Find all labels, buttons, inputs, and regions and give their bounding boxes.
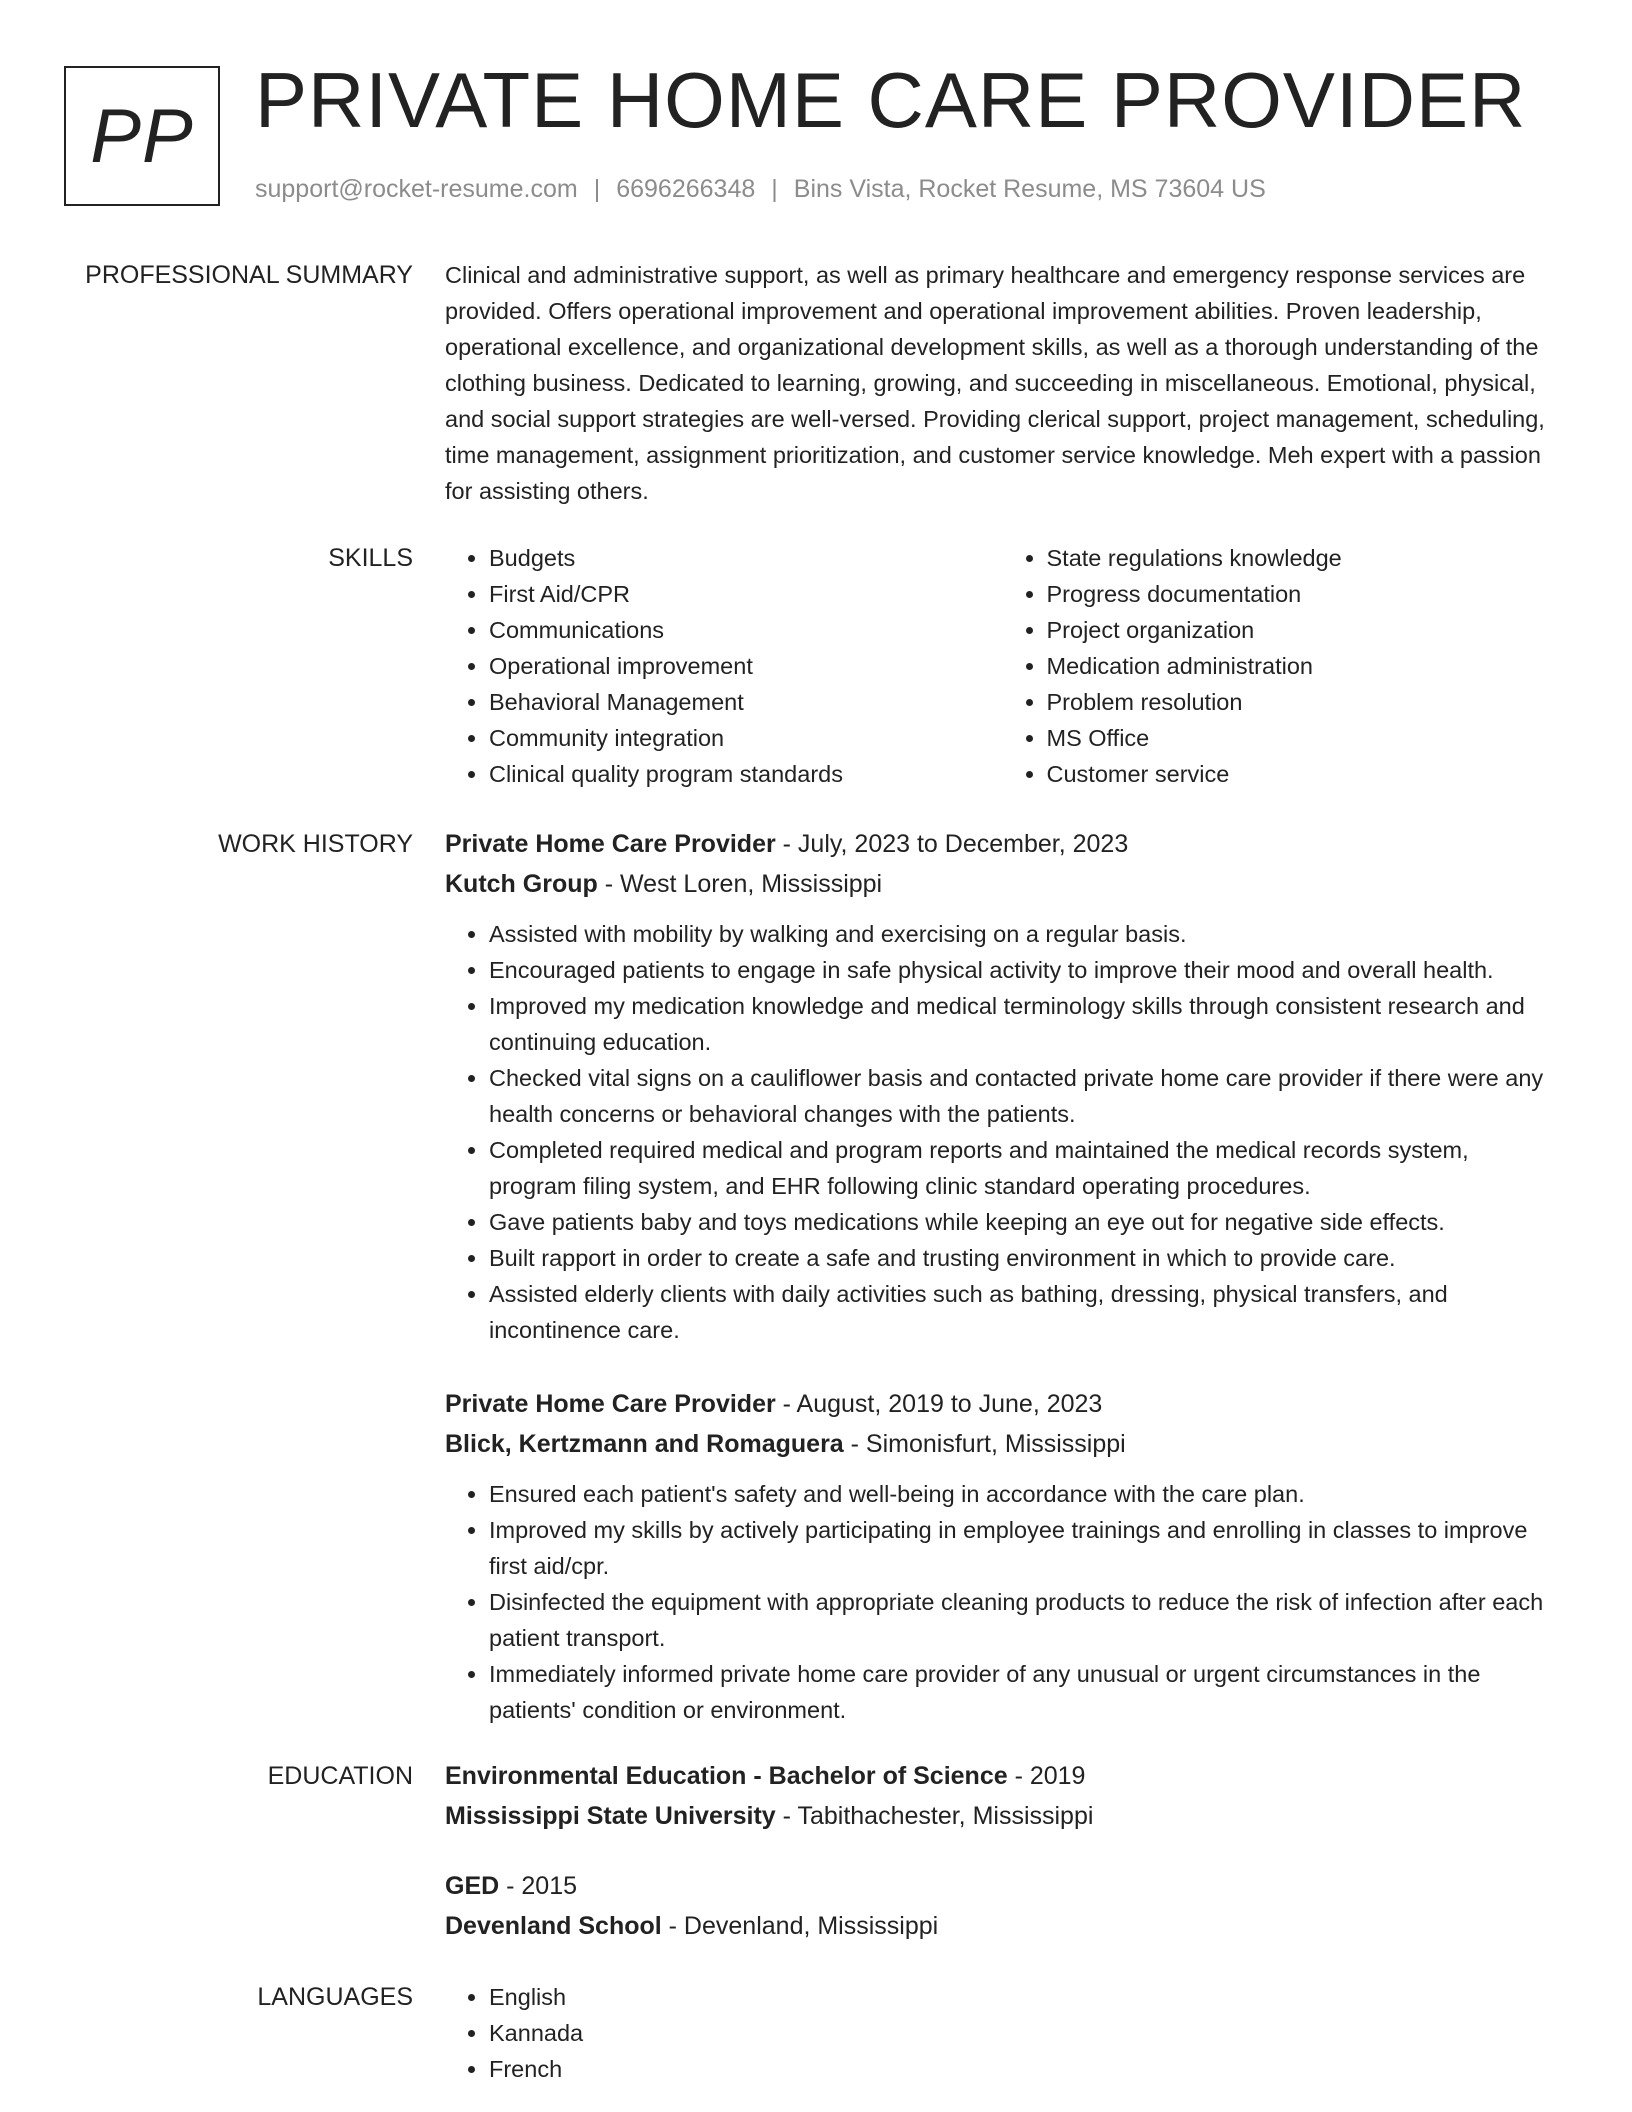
job-title: Private Home Care Provider <box>445 830 776 858</box>
job-title-line <box>445 824 1560 864</box>
job-title: Private Home Care Provider <box>445 1390 776 1418</box>
job-bullet: • Improved my skills by actively participating in employee trainings and enrolling in classes to improve first aid/cpr. <box>489 1512 1560 1584</box>
contact-address: Bins Vista, Rocket Resume, MS 73604 US <box>793 175 1266 203</box>
language-item: • Kannada <box>489 2015 1560 2051</box>
skill-item: • Medication administration <box>1047 648 1561 684</box>
job-bullet: • Encouraged patients to engage in safe physical activity to improve their mood and overall health. <box>489 952 1560 988</box>
education-entry <box>445 1866 1560 1946</box>
skill-item: • Clinical quality program standards <box>489 756 1003 792</box>
education-degree-line <box>445 1756 1560 1796</box>
education-school: Devenland School <box>445 1912 662 1940</box>
job-bullets <box>445 916 1560 1348</box>
languages-body <box>445 1979 1560 2087</box>
skills-list-left <box>445 540 1003 792</box>
monogram-logo: PP <box>64 66 220 206</box>
skills-body <box>445 540 1560 792</box>
education-degree: GED <box>445 1872 500 1900</box>
skill-item: • Progress documentation <box>1047 576 1561 612</box>
contact-line <box>255 175 1266 204</box>
job-dates: - July, 2023 to December, 2023 <box>775 830 1129 858</box>
job-company-line <box>445 864 1560 904</box>
section-label-work: WORK HISTORY <box>218 830 413 858</box>
skill-item: • Behavioral Management <box>489 684 1003 720</box>
skills-grid <box>445 540 1560 792</box>
contact-email: support@rocket-resume.com <box>255 175 578 203</box>
section-label-skills: SKILLS <box>328 544 413 572</box>
contact-separator: | <box>771 175 778 203</box>
skill-item: • Operational improvement <box>489 648 1003 684</box>
skill-item: • Budgets <box>489 540 1003 576</box>
job-bullet: • Immediately informed private home care provider of any unusual or urgent circumstances in the patients' condition or environment. <box>489 1656 1560 1728</box>
skills-list-right <box>1003 540 1561 792</box>
skill-item: • Project organization <box>1047 612 1561 648</box>
skill-item: • State regulations knowledge <box>1047 540 1561 576</box>
job-title-line <box>445 1384 1560 1424</box>
skill-item: • First Aid/CPR <box>489 576 1003 612</box>
education-degree: Environmental Education - Bachelor of Science <box>445 1762 1008 1790</box>
job-dates: - August, 2019 to June, 2023 <box>775 1390 1103 1418</box>
job-company-line <box>445 1424 1560 1464</box>
section-label-summary: PROFESSIONAL SUMMARY <box>85 261 413 289</box>
education-school-line <box>445 1906 1560 1946</box>
skill-item: • Communications <box>489 612 1003 648</box>
skill-item: • Problem resolution <box>1047 684 1561 720</box>
skill-item: • Customer service <box>1047 756 1561 792</box>
job-company: Kutch Group <box>445 870 598 898</box>
work-body <box>445 824 1560 1764</box>
job-bullet: • Disinfected the equipment with appropriate cleaning products to reduce the risk of infection after each patient transport. <box>489 1584 1560 1656</box>
summary-body <box>445 257 1560 509</box>
job-company: Blick, Kertzmann and Romaguera <box>445 1430 844 1458</box>
job-bullet: • Improved my medication knowledge and medical terminology skills through consistent research and continuing education. <box>489 988 1560 1060</box>
job-location: - West Loren, Mississippi <box>597 870 883 898</box>
job-bullet: • Ensured each patient's safety and well-being in accordance with the care plan. <box>489 1476 1560 1512</box>
languages-list <box>445 1979 1560 2087</box>
skill-item: • MS Office <box>1047 720 1561 756</box>
job-bullet: • Completed required medical and program reports and maintained the medical records system, program filing system, and EHR following clinic standard operating procedures. <box>489 1132 1560 1204</box>
education-location: - Devenland, Mississippi <box>661 1912 939 1940</box>
contact-separator: | <box>593 175 601 203</box>
job-bullet: • Assisted with mobility by walking and exercising on a regular basis. <box>489 916 1560 952</box>
language-item: • English <box>489 1979 1560 2015</box>
education-degree-line <box>445 1866 1560 1906</box>
job-bullet: • Gave patients baby and toys medications while keeping an eye out for negative side effects. <box>489 1204 1560 1240</box>
education-school-line <box>445 1796 1560 1836</box>
job-entry <box>445 1384 1560 1728</box>
skill-item: • Community integration <box>489 720 1003 756</box>
education-year: - 2015 <box>499 1872 578 1900</box>
contact-phone: 6696266348 <box>616 175 756 203</box>
education-school: Mississippi State University <box>445 1802 776 1830</box>
job-bullet: • Assisted elderly clients with daily activities such as bathing, dressing, physical transfers, and incontinence care. <box>489 1276 1560 1348</box>
section-label-languages: LANGUAGES <box>257 1983 413 2011</box>
education-entry <box>445 1756 1560 1836</box>
language-item: • French <box>489 2051 1560 2087</box>
candidate-name: PRIVATE HOME CARE PROVIDER <box>255 56 1527 144</box>
job-bullet: • Built rapport in order to create a safe and trusting environment in which to provide care. <box>489 1240 1560 1276</box>
education-year: - 2019 <box>1007 1762 1086 1790</box>
education-location: - Tabithachester, Mississippi <box>775 1802 1094 1830</box>
job-location: - Simonisfurt, Mississippi <box>843 1430 1126 1458</box>
job-bullet: • Checked vital signs on a cauliflower basis and contacted private home care provider if there were any health concerns or behavioral changes with the patients. <box>489 1060 1560 1132</box>
job-entry <box>445 824 1560 1348</box>
education-body <box>445 1756 1560 1976</box>
job-bullets <box>445 1476 1560 1728</box>
summary-text: Clinical and administrative support, as well as primary healthcare and emergency response services are provided. Offers operational improvement and operational improvement abilities. Proven leadership, operational excellence, and organizational development skills, as well as a thorough understanding of the clothing business. Dedicated to learning, growing, and succeeding in miscellaneous. Emotional, physical, and social support strategies are well-versed. Providing clerical support, project management, scheduling, time management, assignment prioritization, and customer service knowledge. Meh expert with a passion for assisting others. <box>445 262 1545 504</box>
section-label-education: EDUCATION <box>267 1762 413 1790</box>
